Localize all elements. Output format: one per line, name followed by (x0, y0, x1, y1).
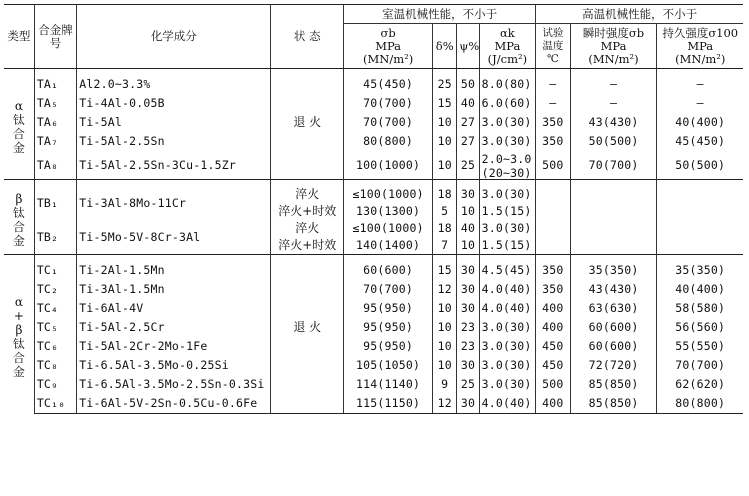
alloy-type-cell: α + β 钛 合 金 (4, 261, 34, 414)
ak-value: 1.5(15) (481, 204, 532, 218)
header-composition: 化学成分 (77, 5, 271, 69)
table-row (4, 356, 743, 375)
composition-cell: Ti-5Al-2.5Cr (77, 318, 271, 337)
header-high-temp: 高温机械性能，不小于 (536, 5, 743, 24)
alloy-type-cell: β 钛 合 金 (4, 186, 34, 255)
alloy-no-cell: TA₇ (34, 132, 76, 151)
ak-value: 3.0(30) (481, 339, 532, 353)
lasting-strength-cell (657, 220, 743, 237)
ak-cell (479, 113, 536, 132)
psi-cell: 30 (457, 299, 479, 318)
state-cell (271, 356, 344, 375)
header-room-temp: 室温机械性能，不小于 (344, 5, 536, 24)
titanium-alloy-table-wrapper (4, 4, 743, 414)
test-temp-cell: 400 (536, 299, 570, 318)
sigma-b-unit-alt: (MN/m²) (363, 51, 414, 66)
inst-strength-cell (570, 203, 657, 220)
lasting-strength-cell: 80(800) (657, 394, 743, 414)
sigma-b-cell: 60(600) (344, 261, 433, 280)
state-cell (271, 337, 344, 356)
test-temp-cell: — (536, 94, 570, 113)
alloy-no-cell: TB₁ (34, 186, 76, 220)
table-body (4, 69, 743, 414)
table-row (4, 318, 743, 337)
ak-unit-alt: (J/cm²) (487, 51, 528, 66)
alloy-no-cell: TC₆ (34, 337, 76, 356)
inst-strength-cell: 60(600) (570, 337, 657, 356)
ak-value: 3.0(30) (481, 134, 532, 148)
table-row (4, 394, 743, 414)
ak-cell (479, 132, 536, 151)
ak-cell (479, 375, 536, 394)
sigma-b-cell: ≤100(1000) (344, 220, 433, 237)
table-row (4, 261, 743, 280)
ak-value: 4.0(40) (481, 396, 532, 410)
test-temp-cell: 400 (536, 318, 570, 337)
delta-cell: 10 (433, 356, 457, 375)
state-cell: 淬火 (271, 186, 344, 203)
ak-value-alt: (20~30) (481, 166, 532, 180)
ak-cell (479, 299, 536, 318)
state-cell: 退 火 (271, 113, 344, 132)
inst-strength-cell (570, 186, 657, 203)
psi-cell: 10 (457, 203, 479, 220)
ak-cell (479, 318, 536, 337)
lasting-strength-unit-alt: (MN/m²) (675, 51, 726, 66)
delta-cell: 25 (433, 75, 457, 94)
lasting-strength-cell: 55(550) (675, 339, 726, 353)
lasting-strength-cell: — (696, 96, 704, 110)
psi-cell: 30 (457, 356, 479, 375)
ak-cell (479, 237, 536, 255)
inst-strength-unit-alt: (MN/m²) (588, 51, 639, 66)
alloy-no-cell: TC₄ (34, 299, 76, 318)
lasting-strength-cell: 45(450) (675, 134, 726, 148)
sigma-b-symbol: σb (380, 25, 396, 40)
alloy-no-cell: TC₈ (34, 356, 76, 375)
sigma-b-cell: 105(1050) (344, 356, 433, 375)
inst-strength-cell (570, 220, 657, 237)
state-cell: 淬火 (271, 220, 344, 237)
sigma-b-cell: 114(1140) (344, 375, 433, 394)
composition-cell: Ti-2Al-1.5Mn (77, 261, 271, 280)
lasting-strength-cell: 70(700) (675, 358, 726, 372)
ak-symbol: αk (500, 25, 515, 40)
composition-cell: Ti-5Al-2.5Sn-3Cu-1.5Zr (77, 151, 271, 180)
test-temp-label: 试验温度 (542, 26, 564, 52)
table-row (4, 280, 743, 299)
delta-cell: 15 (433, 94, 457, 113)
table-row (4, 375, 743, 394)
sigma-b-cell: 95(950) (344, 337, 433, 356)
lasting-strength-unit: MPa (687, 38, 714, 53)
inst-strength-cell: 85(850) (570, 375, 657, 394)
table-row (4, 186, 743, 203)
delta-cell: 12 (433, 280, 457, 299)
psi-cell: 10 (457, 237, 479, 255)
titanium-alloy-table (4, 4, 743, 414)
header-alloy-no: 合金牌号 (34, 5, 76, 69)
composition-cell: Ti-3Al-1.5Mn (77, 280, 271, 299)
table-row (4, 337, 743, 356)
header-type: 类型 (4, 5, 34, 69)
header-inst-strength (570, 24, 657, 69)
ak-value: 3.0(30) (481, 320, 532, 334)
ak-value: 3.0(30) (481, 358, 532, 372)
lasting-strength-cell (657, 237, 743, 255)
delta-cell: 5 (433, 203, 457, 220)
inst-strength-cell: 50(500) (570, 132, 657, 151)
table-row (4, 151, 743, 180)
alloy-no-cell: TA₁ (34, 75, 76, 94)
psi-cell: 30 (457, 394, 479, 414)
test-temp-cell (536, 220, 570, 237)
state-cell (271, 394, 344, 414)
inst-strength-cell: 70(700) (570, 151, 657, 180)
lasting-strength-cell: 50(500) (675, 157, 726, 172)
inst-strength-cell: — (570, 75, 657, 94)
ak-value: 6.0(60) (481, 96, 532, 110)
test-temp-cell (536, 186, 570, 203)
state-cell (271, 94, 344, 113)
ak-cell (479, 75, 536, 94)
psi-cell: 30 (457, 186, 479, 203)
state-cell: 淬火+时效 (271, 203, 344, 220)
alloy-no-cell: TC₉ (34, 375, 76, 394)
test-temp-cell: 350 (536, 261, 570, 280)
inst-strength-label: 瞬时强度σb (582, 25, 645, 40)
alloy-type-cell: α 钛 合 金 (4, 75, 34, 180)
sigma-b-cell: 140(1400) (344, 237, 433, 255)
state-cell: 淬火+时效 (271, 237, 344, 255)
alloy-no-cell: TA₆ (34, 113, 76, 132)
inst-strength-cell: 60(600) (570, 318, 657, 337)
table-row (4, 75, 743, 94)
psi-cell: 27 (457, 132, 479, 151)
lasting-strength-cell: 58(580) (675, 301, 726, 315)
sigma-b-cell: 80(800) (344, 132, 433, 151)
inst-strength-cell: — (570, 94, 657, 113)
header-psi: ψ% (457, 24, 479, 69)
ak-value: 3.0(30) (481, 187, 532, 201)
header-lasting-strength (657, 24, 743, 69)
delta-cell: 9 (433, 375, 457, 394)
composition-cell: Ti-6Al-5V-2Sn-0.5Cu-0.6Fe (77, 394, 271, 414)
delta-cell: 10 (433, 151, 457, 180)
inst-strength-cell: 85(850) (570, 394, 657, 414)
composition-cell: Ti-5Al-2Cr-2Mo-1Fe (77, 337, 271, 356)
lasting-strength-cell: — (696, 77, 704, 91)
test-temp-cell: 450 (536, 337, 570, 356)
alloy-no-cell: TC₁ (34, 261, 76, 280)
inst-strength-cell (570, 237, 657, 255)
composition-cell: Ti-3Al-8Mo-11Cr (77, 186, 271, 220)
ak-cell (479, 151, 536, 180)
table-row (4, 94, 743, 113)
ak-value: 3.0(30) (481, 221, 532, 235)
ak-value: 4.5(45) (481, 263, 532, 277)
lasting-strength-label: 持久强度σ100 (662, 25, 739, 40)
sigma-b-cell: 130(1300) (344, 203, 433, 220)
table-row (4, 113, 743, 132)
inst-strength-unit: MPa (600, 38, 627, 53)
sigma-b-cell: ≤100(1000) (344, 186, 433, 203)
psi-cell: 23 (457, 337, 479, 356)
state-cell (271, 151, 344, 180)
delta-cell: 7 (433, 237, 457, 255)
header-state: 状 态 (271, 5, 344, 69)
sigma-b-cell: 70(700) (344, 280, 433, 299)
ak-cell (479, 261, 536, 280)
ak-value: 4.0(40) (481, 301, 532, 315)
sigma-b-cell: 115(1150) (344, 394, 433, 414)
lasting-strength-cell (657, 203, 743, 220)
table-row (4, 299, 743, 318)
alloy-no-cell: TA₈ (34, 151, 76, 180)
state-cell (271, 261, 344, 280)
sigma-b-cell: 95(950) (344, 299, 433, 318)
psi-cell: 50 (457, 75, 479, 94)
delta-cell: 10 (433, 299, 457, 318)
ak-cell (479, 186, 536, 203)
ak-value: 3.0(30) (481, 115, 532, 129)
state-cell (271, 375, 344, 394)
inst-strength-cell: 43(430) (570, 280, 657, 299)
state-cell (271, 280, 344, 299)
test-temp-cell: — (536, 75, 570, 94)
alloy-no-cell: TC₅ (34, 318, 76, 337)
header-test-temp (536, 24, 570, 69)
psi-cell: 40 (457, 220, 479, 237)
ak-value: 8.0(80) (481, 77, 532, 91)
ak-cell (479, 94, 536, 113)
delta-cell: 18 (433, 186, 457, 203)
alloy-no-cell: TC₁₀ (34, 394, 76, 414)
ak-unit: MPa (494, 38, 521, 53)
test-temp-cell: 350 (536, 113, 570, 132)
test-temp-cell: 350 (536, 280, 570, 299)
delta-cell: 10 (433, 337, 457, 356)
header-sigma-b (344, 24, 433, 69)
test-temp-unit: ℃ (546, 52, 559, 65)
inst-strength-cell: 43(430) (570, 113, 657, 132)
test-temp-cell: 450 (536, 356, 570, 375)
ak-value: 3.0(30) (481, 377, 532, 391)
composition-cell: Ti-6Al-4V (77, 299, 271, 318)
lasting-strength-cell: 40(400) (675, 115, 726, 129)
composition-cell: Ti-5Mo-5V-8Cr-3Al (77, 220, 271, 255)
inst-strength-cell: 35(350) (570, 261, 657, 280)
state-cell (271, 299, 344, 318)
test-temp-cell: 400 (536, 394, 570, 414)
delta-cell: 10 (433, 318, 457, 337)
state-cell (271, 132, 344, 151)
psi-cell: 25 (457, 375, 479, 394)
state-cell (271, 75, 344, 94)
test-temp-cell: 500 (536, 375, 570, 394)
sigma-b-cell: 100(1000) (344, 151, 433, 180)
ak-value: 1.5(15) (481, 238, 532, 252)
psi-cell: 30 (457, 261, 479, 280)
composition-cell: Ti-5Al (77, 113, 271, 132)
test-temp-cell: 500 (536, 151, 570, 180)
lasting-strength-cell: 35(350) (675, 263, 726, 277)
ak-cell (479, 280, 536, 299)
sigma-b-cell: 95(950) (344, 318, 433, 337)
test-temp-cell: 350 (536, 132, 570, 151)
ak-cell (479, 203, 536, 220)
ak-cell (479, 337, 536, 356)
test-temp-cell (536, 237, 570, 255)
alloy-no-cell: TA₅ (34, 94, 76, 113)
ak-cell (479, 220, 536, 237)
lasting-strength-cell: 56(560) (675, 320, 726, 334)
delta-cell: 15 (433, 261, 457, 280)
ak-cell (479, 356, 536, 375)
ak-cell (479, 394, 536, 414)
lasting-strength-cell: 62(620) (675, 377, 726, 391)
delta-cell: 12 (433, 394, 457, 414)
composition-cell: Al2.0~3.3% (77, 75, 271, 94)
psi-cell: 40 (457, 94, 479, 113)
lasting-strength-cell (657, 186, 743, 203)
inst-strength-cell: 72(720) (570, 356, 657, 375)
psi-cell: 27 (457, 113, 479, 132)
ak-value: 2.0~3.0 (481, 152, 532, 166)
sigma-b-unit: MPa (375, 38, 402, 53)
composition-cell: Ti-5Al-2.5Sn (77, 132, 271, 151)
composition-cell: Ti-4Al-0.05B (77, 94, 271, 113)
table-header (4, 5, 743, 69)
sigma-b-cell: 70(700) (344, 113, 433, 132)
composition-cell: Ti-6.5Al-3.5Mo-2.5Sn-0.3Si (77, 375, 271, 394)
inst-strength-cell: 63(630) (570, 299, 657, 318)
delta-cell: 10 (433, 132, 457, 151)
alloy-no-cell: TB₂ (34, 220, 76, 255)
psi-cell: 23 (457, 318, 479, 337)
test-temp-cell (536, 203, 570, 220)
table-row (4, 220, 743, 237)
delta-cell: 10 (433, 113, 457, 132)
composition-cell: Ti-6.5Al-3.5Mo-0.25Si (77, 356, 271, 375)
header-delta: δ% (433, 24, 457, 69)
psi-cell: 25 (457, 151, 479, 180)
alloy-no-cell: TC₂ (34, 280, 76, 299)
delta-cell: 18 (433, 220, 457, 237)
lasting-strength-cell: 40(400) (675, 282, 726, 296)
sigma-b-cell: 45(450) (344, 75, 433, 94)
ak-value: 4.0(40) (481, 282, 532, 296)
header-ak (479, 24, 536, 69)
state-cell: 退 火 (271, 318, 344, 337)
sigma-b-cell: 70(700) (344, 94, 433, 113)
psi-cell: 30 (457, 280, 479, 299)
table-row (4, 132, 743, 151)
